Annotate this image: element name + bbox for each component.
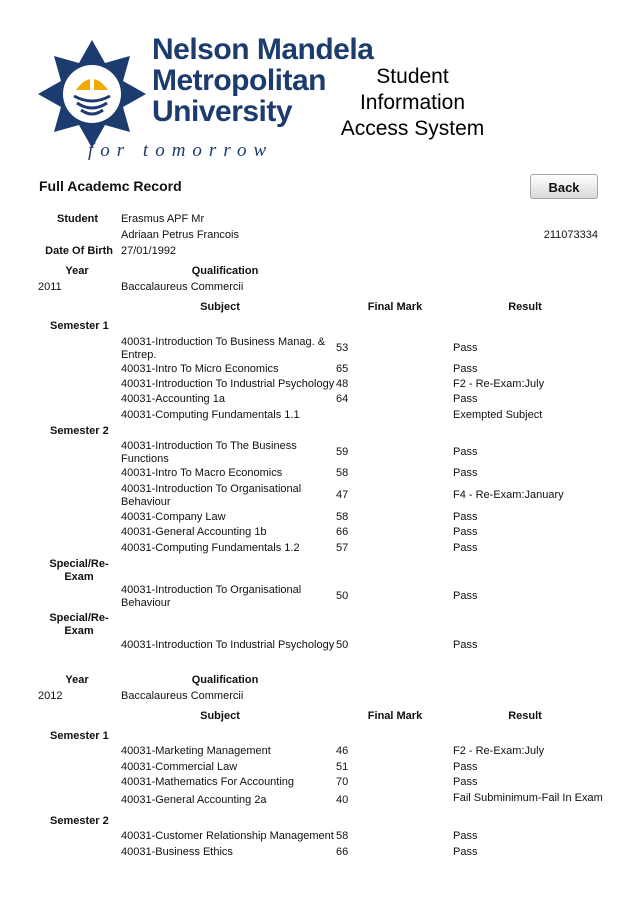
subject-name: 40031-Intro To Macro Economics [121,467,283,479]
subject-result: Fail Subminimum-Fail In Exam [453,792,603,804]
subject-result: Pass [453,639,478,651]
subject-result: Pass [453,526,478,538]
subject-name: 40031-Introduction To The Business Functions [121,440,297,465]
subject-name: 40031-Company Law [121,511,226,523]
subject-mark: 64 [336,393,349,405]
subject-name: 40031-Computing Fundamentals 1.1 [121,409,300,421]
subject-result: Pass [453,590,478,602]
subject-result: Pass [453,342,478,354]
result-header: Result [508,301,542,313]
subject-mark: 48 [336,378,349,390]
year-header: Year [65,265,89,277]
semester-label: Semester 1 [50,320,109,332]
year-value: 2012 [38,690,63,702]
subject-mark: 58 [336,830,349,842]
subject-name: 40031-Introduction To Business Manag. & Entrep. [121,336,326,361]
final-mark-header: Final Mark [367,710,423,722]
subject-result: Pass [453,846,478,858]
semester-label: Semester 2 [50,425,109,437]
subject-mark: 47 [336,489,349,501]
subject-result: Pass [453,393,478,405]
subject-result: F4 - Re-Exam:January [453,489,564,501]
subject-mark: 66 [336,526,349,538]
subject-result: F2 - Re-Exam:July [453,378,545,390]
subject-result: F2 - Re-Exam:July [453,745,545,757]
dob-value: 27/01/1992 [121,245,177,257]
qualification-value: Baccalaureus Commercii [121,281,244,293]
student-full-names: Adriaan Petrus Francois [121,229,239,241]
subject-name: 40031-Intro To Micro Economics [121,363,279,375]
subject-header: Subject [200,710,240,722]
university-name-line-1: Nelson Mandela [152,33,374,66]
final-mark-header: Final Mark [367,301,423,313]
subject-mark: 70 [336,776,349,788]
subject-result: Pass [453,467,478,479]
subject-name: 40031-Commercial Law [121,761,238,773]
subject-name: 40031-Introduction To Industrial Psychology [121,639,335,651]
subject-mark: 50 [336,639,349,651]
semester-label: Semester 2 [50,815,109,827]
subject-mark: 46 [336,745,349,757]
university-tagline: for tomorrow [88,140,274,161]
subject-result: Pass [453,776,478,788]
university-name-line-2: Metropolitan [152,64,326,97]
system-title-line-1: Student [376,65,449,88]
system-title-line-2: Information [359,91,466,114]
subject-mark: 57 [336,542,349,554]
subject-name: 40031-Marketing Management [121,745,271,757]
student-number: 211073334 [543,229,598,241]
subject-mark: 59 [336,446,349,458]
semester-label: Semester 1 [50,730,109,742]
subject-result: Pass [453,761,478,773]
qualification-header: Qualification [191,674,259,686]
subject-name: 40031-General Accounting 1b [121,526,267,538]
subject-mark: 58 [336,511,349,523]
student-label: Student [57,213,98,225]
subject-mark: 51 [336,761,349,773]
qualification-header: Qualification [191,265,259,277]
subject-name: 40031-General Accounting 2a [121,794,267,806]
subject-mark: 65 [336,363,349,375]
subject-name: 40031-Business Ethics [121,846,233,858]
semester-label: Special/Re-Exam [49,612,109,637]
subject-name: 40031-Customer Relationship Management [121,830,334,842]
subject-result: Pass [453,446,478,458]
qualification-value: Baccalaureus Commercii [121,690,244,702]
semester-label: Special/Re-Exam [49,558,109,583]
year-header: Year [65,674,89,686]
subject-result: Pass [453,511,478,523]
subject-name: 40031-Computing Fundamentals 1.2 [121,542,300,554]
subject-name: 40031-Introduction To Industrial Psychology [121,378,335,390]
subject-result: Pass [453,363,478,375]
system-title-line-3: Access System [340,117,485,140]
subject-result: Pass [453,830,478,842]
subject-mark: 53 [336,342,349,354]
subject-mark: 50 [336,590,349,602]
back-button[interactable]: Back [530,174,598,199]
subject-name: 40031-Introduction To Organisational Behaviour [121,483,302,508]
subject-name: 40031-Accounting 1a [121,393,225,405]
subject-mark: 66 [336,846,349,858]
subject-header: Subject [200,301,240,313]
dob-label: Date Of Birth [45,245,113,257]
system-title [330,64,495,142]
university-logo [38,38,146,150]
result-header: Result [508,710,542,722]
page-header [0,0,638,172]
subject-mark: 58 [336,467,349,479]
subject-result: Exempted Subject [453,409,543,421]
subject-result: Pass [453,542,478,554]
student-name: Erasmus APF Mr [121,213,205,225]
subject-name: 40031-Mathematics For Accounting [121,776,295,788]
page-title: Full Academc Record [39,178,182,194]
subject-mark: 40 [336,794,349,806]
university-name-line-3: University [152,95,293,128]
year-value: 2011 [38,281,62,293]
subject-name: 40031-Introduction To Organisational Behaviour [121,584,302,609]
